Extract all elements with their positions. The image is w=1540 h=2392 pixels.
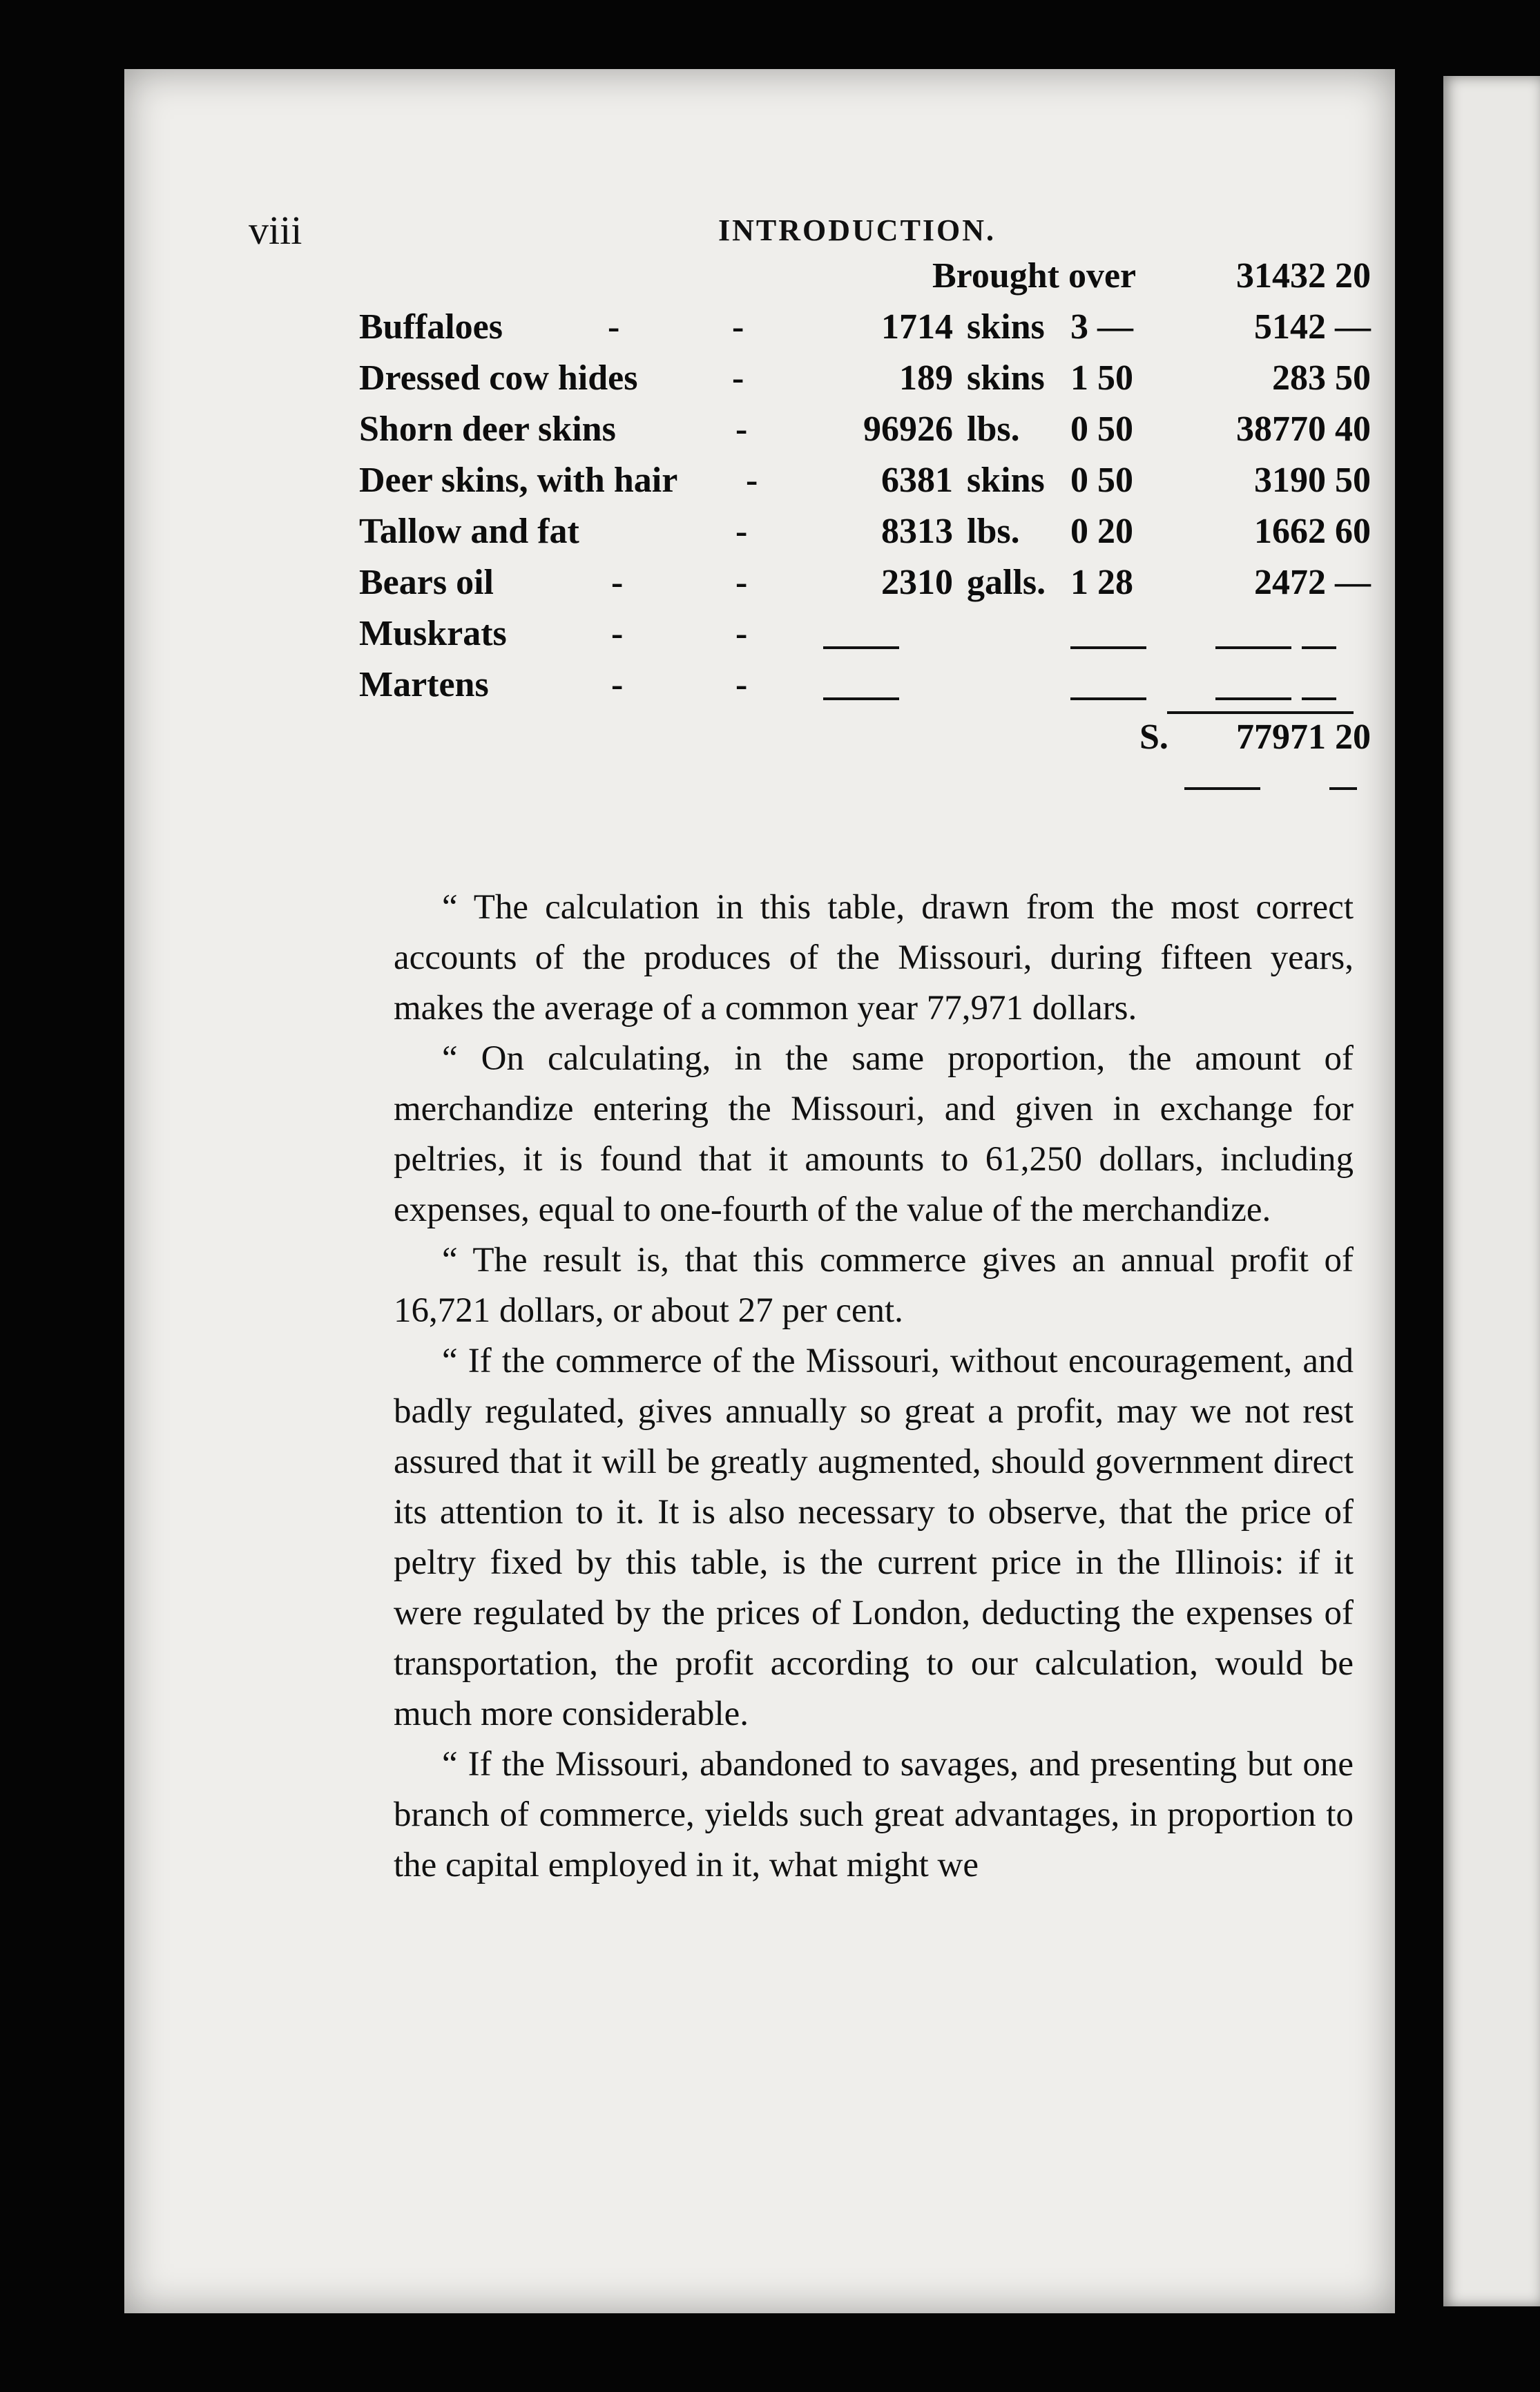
page-header [249,207,1354,262]
adjacent-page-edge [1443,76,1540,2306]
table-row [359,307,1371,358]
cents: 60 [1335,512,1371,551]
rate: 0 50 [1070,461,1133,500]
unit: galls. [967,563,1046,602]
total-underline [1184,787,1260,790]
dollars: 283 [1272,358,1326,398]
dollars: 1662 [1254,512,1326,551]
unit: skins [967,358,1045,398]
item-name: Bears oil [359,563,494,602]
unit: lbs. [967,409,1020,449]
total-row [373,717,1371,768]
item-name: Deer skins, with hair [359,461,678,500]
leader-dash: - [732,307,744,347]
paragraph: “ On calculating, in the same proportion, the amount of merchandize entering the Missouri, and given in exchange for peltries, it is found that it amounts to 61,250 dollars, including expenses, equal to one-fourth of the value of the merchandize. [394,1039,1354,1229]
unit: skins [967,461,1045,500]
leader-dash: - [611,563,624,602]
cents: 50 [1335,461,1371,500]
paragraph: “ The result is, that this commerce gives an annual profit of 16,721 dollars, or about 27 per cent. [394,1241,1354,1330]
dollars: 5142 [1254,307,1326,347]
total-underline [1329,787,1357,790]
blank-entry-rule [1215,697,1291,700]
leader-dash: - [735,512,748,551]
cents: — [1335,563,1371,602]
blank-entry-rule [823,697,899,700]
leader-dash: - [735,614,748,653]
item-name: Dressed cow hides [359,358,638,398]
page-number: viii [249,208,302,253]
blank-entry-rule [1302,697,1336,700]
table-row [359,358,1371,409]
item-name: Tallow and fat [359,512,579,551]
brought-over-label: Brought over [932,256,1137,296]
blank-entry-rule [1070,646,1146,649]
dollars: 2472 [1254,563,1326,602]
blank-entry-rule [1302,646,1336,649]
dollars: 38770 [1236,409,1326,449]
leader-dash: - [611,614,624,653]
quantity: 8313 [881,512,953,551]
dollars: 3190 [1254,461,1326,500]
body-text [394,882,1354,1891]
leader-dash: - [735,409,748,449]
item-name: Buffaloes [359,307,503,347]
leader-dash: - [735,665,748,704]
leader-dash: - [611,665,624,704]
running-head: INTRODUCTION. [718,213,997,247]
table-row [359,664,1354,715]
cents: 40 [1335,409,1371,449]
paragraph: “ If the commerce of the Missouri, without encouragement, and badly regulated, gives annually so great a profit, may we not rest assured that it will be greatly augmented, should government direct its attention to it. It is also necessary to observe, that the price of peltry fixed by this table, is the current price in the Illinois: if it were regulated by the prices of London, deducting the expenses of transportation, the profit according to our calculation, would be much more considerable. [394,1342,1354,1733]
quantity: 189 [899,358,953,398]
rate: 0 20 [1070,512,1133,551]
rate: 1 50 [1070,358,1133,398]
total-cents: 20 [1335,717,1371,757]
table-row [359,613,1354,664]
cents: 50 [1335,358,1371,398]
rate: 0 50 [1070,409,1133,449]
item-name: Shorn deer skins [359,409,616,449]
item-name: Martens [359,665,489,704]
quantity: 96926 [863,409,953,449]
blank-entry-rule [1215,646,1291,649]
leader-dash: - [735,563,748,602]
leader-dash: - [608,307,620,347]
total-dollars: 77971 [1236,717,1326,757]
item-name: Muskrats [359,614,507,653]
table-row [359,460,1371,511]
table-row [359,409,1371,460]
unit: lbs. [967,512,1020,551]
quantity: 2310 [881,563,953,602]
blank-entry-rule [1070,697,1146,700]
blank-entry-rule [823,646,899,649]
rate: 3 — [1070,307,1133,347]
brought-over-cents: 20 [1335,256,1371,296]
unit: skins [967,307,1045,347]
brought-over-row [373,255,1371,307]
total-label: S. [1139,717,1168,757]
rate: 1 28 [1070,563,1133,602]
quantity: 6381 [881,461,953,500]
cents: — [1335,307,1371,347]
leader-dash: - [732,358,744,398]
quantity: 1714 [881,307,953,347]
table-row [359,562,1371,613]
brought-over-dollars: 31432 [1236,256,1326,296]
paragraph: “ The calculation in this table, drawn from the most correct accounts of the produces of the Missouri, during fifteen years, makes the average of a common year 77,971 dollars. [394,888,1354,1028]
leader-dash: - [746,461,758,500]
sum-rule [1167,711,1354,714]
paragraph: “ If the Missouri, abandoned to savages, and presenting but one branch of commerce, yields such great advantages, in proportion to the capital employed in it, what might we [394,1745,1354,1884]
table-row [359,511,1371,562]
